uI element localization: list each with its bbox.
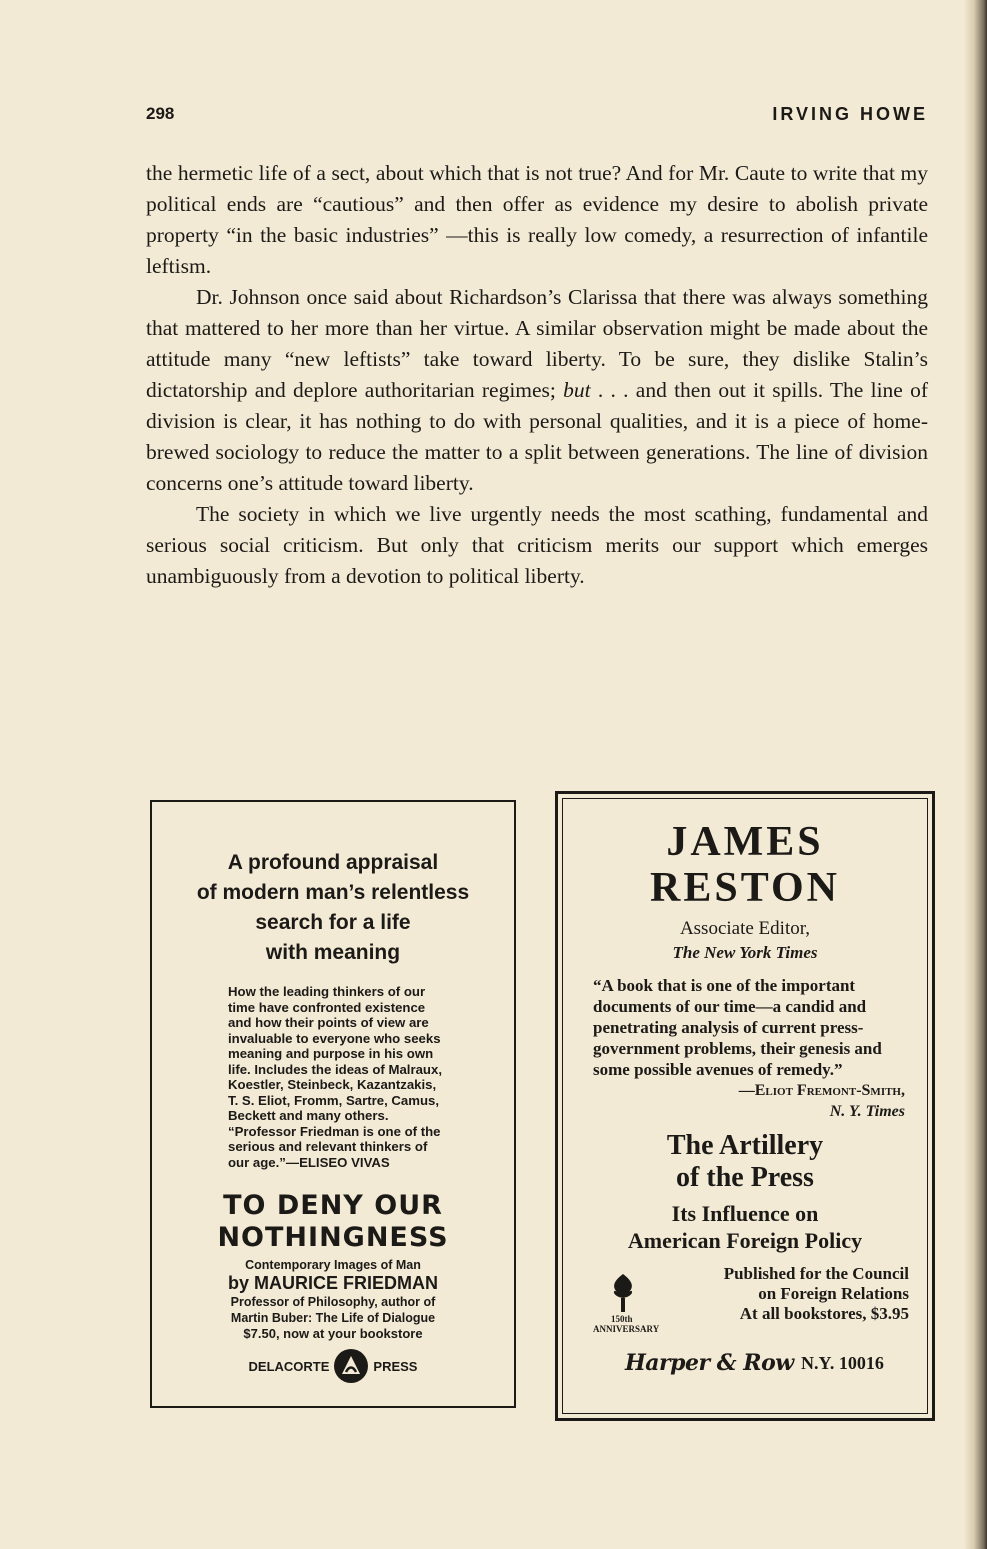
harper-row-logo: Harper & Row	[625, 1350, 794, 1376]
book-subtitle: Contemporary Images of Man	[245, 1258, 421, 1272]
anniversary-mark: 150th ANNIVERSARY	[593, 1314, 660, 1334]
paragraph-2-italic: but	[563, 378, 591, 402]
book-subtitle: Its Influence on American Foreign Policy	[627, 1201, 863, 1253]
review-quote: “A book that is one of the important documents of our time—a candid and penetrating analysis of current press-government problems, their genesis and some possible avenues of remedy.”	[593, 976, 882, 1079]
running-header	[146, 104, 928, 132]
publisher-city: N.Y. 10016	[801, 1353, 884, 1373]
essay-body	[146, 158, 928, 592]
page-number: 298	[146, 104, 175, 123]
ad-headline: A profound appraisal of modern man’s relentless search for a life with meaning	[196, 851, 470, 964]
review-attribution: —Eliot Fremont-Smith, N. Y. Times	[738, 1082, 905, 1120]
publisher-imprint: DELACORTE PRESS	[152, 1348, 514, 1384]
book-title: The Artillery of the Press	[666, 1130, 824, 1193]
running-head-author: IRVING HOWE	[772, 104, 928, 124]
ad-blurb: How the leading thinkers of our time have confronted existence and how their points of view are invaluable to everyone who seeks meaning and purpose in his own life. Includes the ideas of Malraux, Koestler, Steinbeck, Kazantzakis, T. S. Eliot, Fromm, Sartre, Camus, Beckett and many others. “Professor Friedman is one of the serious and relevant thinkers of our age.”—ELISEO VIVAS	[228, 984, 442, 1170]
author-name: JAMES RESTON	[650, 819, 840, 911]
author-paper: The New York Times	[672, 943, 818, 962]
book-price: $7.50, now at your bookstore	[243, 1326, 423, 1341]
paragraph-2: Dr. Johnson once said about Richardson’s Clarissa that there was always something that mattered to her more than her virtue. A similar observation might be made about the attitude many “new leftists” take toward liberty. To be sure, they dislike Stalin’s dictatorship and deplore authoritarian regimes; but . . . and then out it spills. The line of division is clear, it has nothing to do with personal qualities, and it is a piece of home-brewed sociology to reduce the matter to a split between generations. The line of division concerns one’s attitude toward liberty.	[146, 285, 929, 495]
paragraph-1: the hermetic life of a sect, about which that is not true? And for Mr. Caute to write that my political ends are “cautious” and then offer as evidence my desire to abolish private property “in the basic industries” —this is really low comedy, a resurrection of infantile leftism.	[146, 161, 928, 278]
delacorte-logo-icon	[333, 1348, 369, 1384]
publisher-footer	[563, 1264, 927, 1404]
book-author: by MAURICE FRIEDMAN	[228, 1273, 438, 1293]
torch-emblem-icon	[593, 1272, 653, 1314]
publication-info: Published for the Council on Foreign Relations At all bookstores, $3.95	[723, 1264, 909, 1323]
advertisement-friedman	[150, 800, 516, 1408]
author-credit: Professor of Philosophy, author of Martin Buber: The Life of Dialogue	[230, 1295, 436, 1325]
advertisement-reston	[555, 791, 935, 1421]
paragraph-3: The society in which we live urgently needs the most scathing, fundamental and serious social criticism. But only that criticism merits our support which emerges unambiguously from a devotion to political liberty.	[146, 502, 928, 588]
page-edge-shadow	[965, 0, 987, 1549]
book-title: TO DENY OUR NOTHINGNESS	[217, 1190, 449, 1253]
author-role: Associate Editor,	[679, 918, 811, 939]
